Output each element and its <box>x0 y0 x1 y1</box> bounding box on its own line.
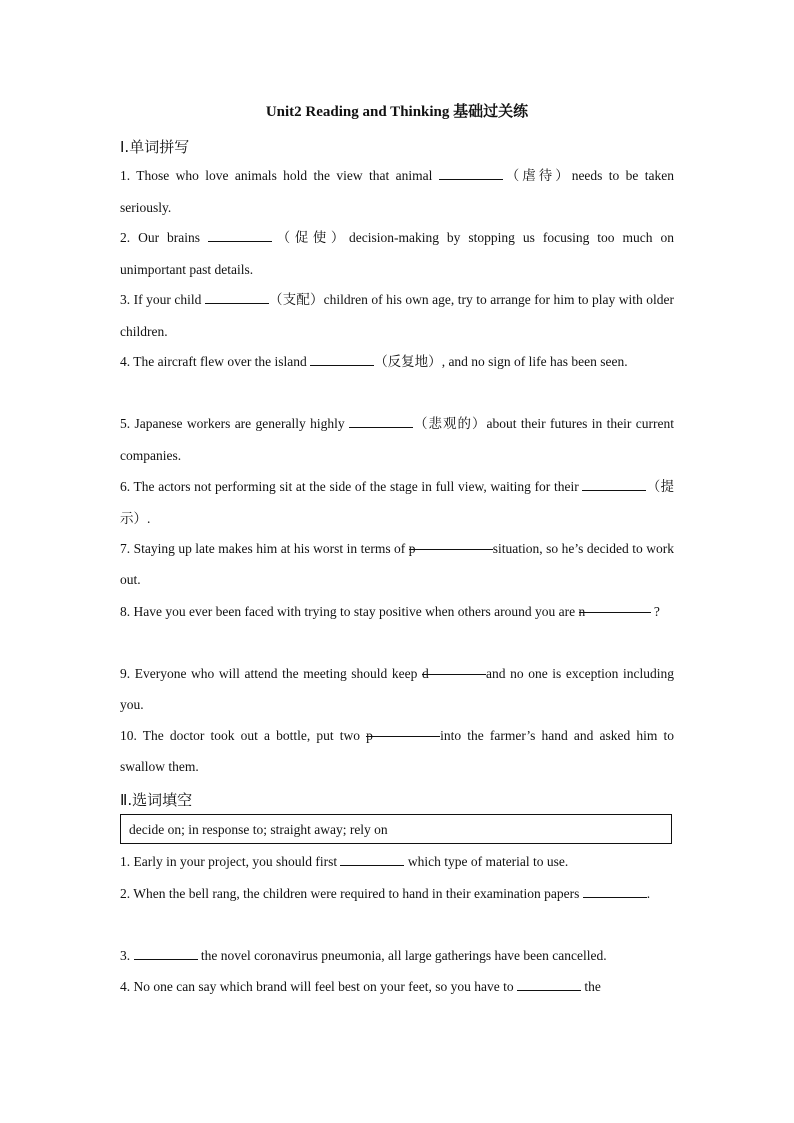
question-text: 1. Early in your project, you should first <box>120 854 341 869</box>
question-text: 3. <box>120 948 134 963</box>
question-text: the <box>581 979 601 994</box>
question-text: . <box>147 511 151 526</box>
fill-question-4 <box>120 971 674 1002</box>
question-text: 7. Staying up late makes him at his worst in terms of <box>120 541 409 556</box>
first-letter: d <box>422 666 429 681</box>
question-text: 10. The doctor took out a bottle, put two <box>120 728 367 743</box>
question-text: decision-making by stopping us focusing too much on unimportant past details. <box>120 230 674 277</box>
answer-blank[interactable] <box>422 658 486 681</box>
question-text: into the farmer’s hand and asked him to swallow them. <box>120 728 674 774</box>
question-text: ? <box>650 604 660 619</box>
question-2 <box>120 222 674 285</box>
question-8 <box>120 596 674 627</box>
answer-blank[interactable] <box>205 287 269 304</box>
question-text: situation, so he’s decided to work out. <box>120 541 674 587</box>
answer-blank[interactable] <box>578 596 651 619</box>
answer-blank[interactable] <box>349 411 413 428</box>
answer-blank[interactable] <box>134 943 198 960</box>
question-text: 5. Japanese workers are generally highly <box>120 416 350 431</box>
hint-text: （支配） <box>268 292 324 308</box>
hint-text: （反复地） <box>374 354 442 370</box>
answer-blank[interactable] <box>583 881 647 898</box>
answer-blank[interactable] <box>310 349 374 366</box>
answer-blank[interactable] <box>208 225 272 242</box>
fill-question-1 <box>120 846 674 877</box>
hint-text: （虐待） <box>502 168 572 184</box>
question-text: 4. The aircraft flew over the island <box>120 354 311 369</box>
question-text: 2. Our brains <box>120 230 209 245</box>
question-10 <box>120 720 674 782</box>
first-letter: p <box>408 541 416 556</box>
question-text: children of his own age, try to arrange for him to play with older children. <box>120 292 675 339</box>
question-text: 2. When the bell rang, the children were required to hand in their examination papers <box>120 886 583 901</box>
first-letter: n <box>578 604 586 619</box>
hint-text: （促使） <box>272 230 349 246</box>
question-text: 3. If your child <box>120 292 205 307</box>
question-text: . <box>646 886 651 901</box>
hint-text: （提示） <box>120 479 675 527</box>
answer-blank[interactable] <box>340 849 404 866</box>
question-text: 6. The actors not performing sit at the side of the stage in full view, waiting for their <box>120 479 583 494</box>
answer-blank[interactable] <box>366 720 440 743</box>
word-bank-box: decide on; in response to; straight away; rely on <box>120 814 672 844</box>
answer-blank[interactable] <box>439 163 503 180</box>
page-title: Unit2 Reading and Thinking 基础过关练 <box>265 104 529 120</box>
first-letter: p <box>366 728 373 743</box>
answer-blank[interactable] <box>582 474 646 491</box>
hint-text: （悲观的） <box>413 416 487 432</box>
question-text: 8. Have you ever been faced with trying to stay positive when others around you are <box>120 604 579 619</box>
question-text: , and no sign of life has been seen. <box>441 354 628 369</box>
question-text: 4. No one can say which brand will feel best on your feet, so you have to <box>120 979 518 994</box>
question-text: the novel coronavirus pneumonia, all large gatherings have been cancelled. <box>197 948 607 963</box>
question-9 <box>120 658 674 720</box>
question-4 <box>120 346 674 378</box>
question-text: needs to be taken seriously. <box>120 168 674 215</box>
question-5 <box>120 408 674 471</box>
question-7 <box>120 533 674 595</box>
question-text: 1. Those who love animals hold the view that animal <box>120 168 439 183</box>
question-text: about their futures in their current companies. <box>120 416 675 463</box>
question-6 <box>120 471 674 535</box>
answer-blank[interactable] <box>517 974 581 991</box>
answer-blank[interactable] <box>408 533 493 556</box>
question-text: and no one is exception including you. <box>120 666 674 712</box>
question-3 <box>120 284 674 347</box>
question-text: which type of material to use. <box>404 854 569 869</box>
section-2-heading: Ⅱ.选词填空 <box>120 791 193 809</box>
section-1-heading: I.单词拼写 <box>120 138 190 156</box>
question-1 <box>120 160 674 223</box>
question-text: 9. Everyone who will attend the meeting should keep <box>120 666 422 681</box>
fill-question-2 <box>120 878 674 909</box>
fill-question-3 <box>120 940 674 971</box>
